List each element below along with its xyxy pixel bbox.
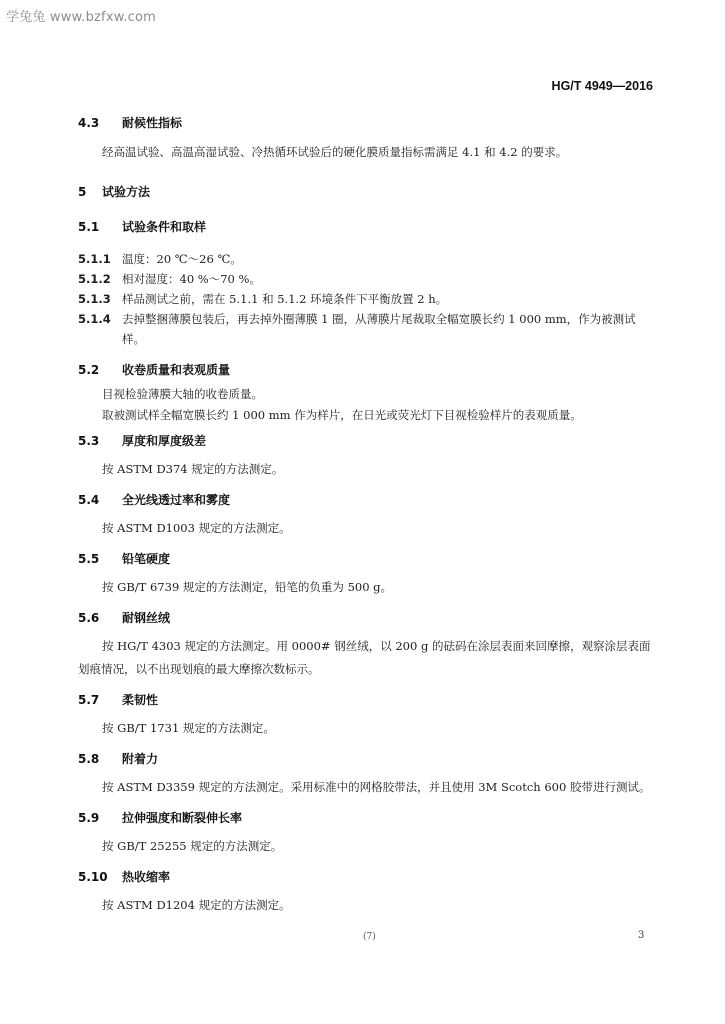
section-number: 5.8 [78,752,100,766]
section-number: 5.5 [78,552,100,566]
section-number: 5.1 [78,220,100,234]
section-title: 热收缩率 [122,870,171,884]
section-heading [78,550,654,568]
section-heading [78,114,654,132]
clause-text: 温度：20 ℃～26 ℃。 [122,252,242,266]
plain-line: 目视检验薄膜大轴的收卷质量。 [102,387,263,401]
section-number: 5.2 [78,363,100,377]
clause-text: 去掉整捆薄膜包装后，再去掉外圈薄膜 1 圈，从薄膜片尾裁取全幅宽膜长约 1 000 mm，作为被测试样。 [122,312,636,346]
section-heading [78,750,654,768]
section-number: 5.10 [78,870,108,884]
section-number: 4.3 [78,116,100,130]
clause [78,269,654,289]
chapter-title: 试验方法 [102,185,151,199]
section-number: 5.4 [78,493,100,507]
page-number: 3 [638,930,645,941]
clause-text: 相对湿度：40 %～70 %。 [122,272,261,286]
section-number: 5.7 [78,693,100,707]
section-heading [78,361,654,379]
paragraph: 按 ASTM D374 规定的方法测定。 [102,462,284,476]
section-heading [78,609,654,627]
section-title: 耐钢丝绒 [122,611,171,625]
clause-number: 5.1.3 [78,292,111,306]
section-title: 附着力 [122,752,159,766]
footer-code: (7) [363,932,376,942]
section-title: 试验条件和取样 [122,220,207,234]
section-title: 收卷质量和表观质量 [122,363,231,377]
clause [78,249,654,269]
section-heading [78,809,654,827]
clause-text: 样品测试之前，需在 5.1.1 和 5.1.2 环境条件下平衡放置 2 h。 [122,292,448,306]
chapter-number: 5 [78,185,87,199]
clause-number: 5.1.1 [78,252,111,266]
clause-number: 5.1.4 [78,312,111,326]
section-number: 5.9 [78,811,100,825]
page-body [78,114,654,917]
paragraph: 按 HG/T 4303 规定的方法测定。用 0000# 钢丝绒，以 200 g 的砝码在涂层表面来回摩擦，观察涂层表面划痕情况，以不出现划痕的最大摩擦次数标示。 [78,639,651,676]
paragraph: 按 ASTM D1003 规定的方法测定。 [102,521,291,535]
section-title: 耐候性指标 [122,116,183,130]
paragraph: 经高温试验、高温高湿试验、冷热循环试验后的硬化膜质量指标需满足 4.1 和 4.2 的要求。 [102,145,568,159]
document-code: HG/T 4949—2016 [551,79,653,93]
paragraph: 按 ASTM D1204 规定的方法测定。 [102,898,291,912]
plain-line: 取被测试样全幅宽膜长约 1 000 mm 作为样片，在日光或荧光灯下目视检验样片的表观质量。 [102,408,582,422]
clause [78,309,654,349]
section-heading [78,432,654,450]
section-heading [78,868,654,886]
paragraph: 按 ASTM D3359 规定的方法测定。采用标准中的网格胶带法，并且使用 3M Scotch 600 胶带进行测试。 [102,780,651,794]
section-title: 柔韧性 [122,693,159,707]
section-title: 铅笔硬度 [122,552,171,566]
section-number: 5.3 [78,434,100,448]
section-number: 5.6 [78,611,100,625]
clause-number: 5.1.2 [78,272,111,286]
clause [78,289,654,309]
section-title: 拉伸强度和断裂伸长率 [122,811,243,825]
watermark: 学兔兔 www.bzfxw.com [6,10,157,25]
paragraph: 按 GB/T 6739 规定的方法测定，铅笔的负重为 500 g。 [102,580,393,594]
paragraph: 按 GB/T 25255 规定的方法测定。 [102,839,283,853]
section-heading [78,218,654,236]
section-heading [78,691,654,709]
section-title: 全光线透过率和雾度 [122,493,231,507]
section-heading [78,491,654,509]
section-title: 厚度和厚度级差 [122,434,207,448]
paragraph: 按 GB/T 1731 规定的方法测定。 [102,721,275,735]
plain-lines [78,384,654,426]
chapter-heading [78,183,654,201]
